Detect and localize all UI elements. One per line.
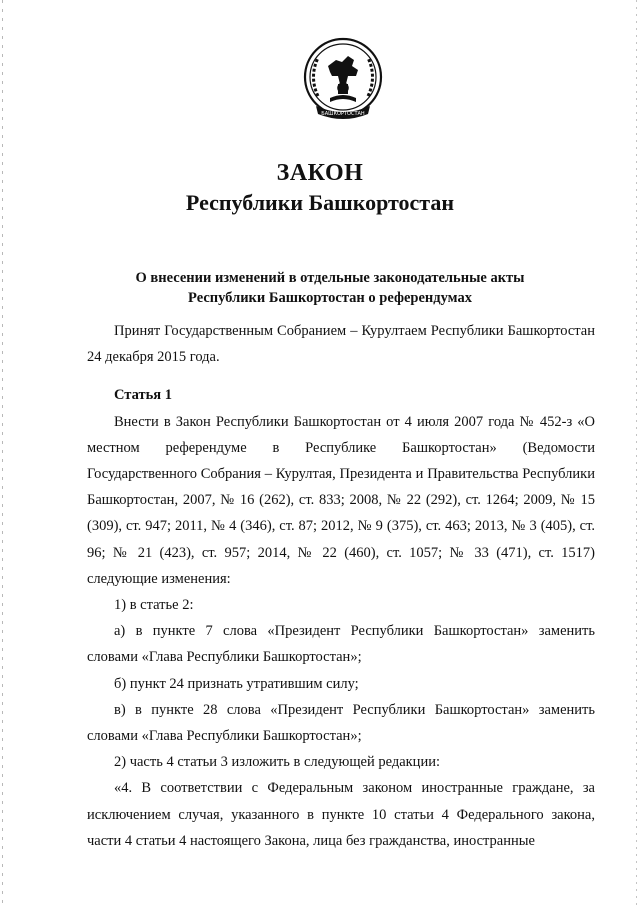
document-subtitle: Республики Башкортостан (185, 190, 455, 215)
bashkortostan-coat-of-arms-icon (302, 36, 384, 124)
scan-edge-left (2, 0, 3, 905)
scan-edge-right (636, 0, 637, 905)
list-item: 1) в статье 2: (114, 597, 194, 614)
list-item: 2) часть 4 статьи 3 изложить в следующей редакции: (114, 754, 440, 771)
article-heading: Статья 1 (114, 387, 172, 404)
document-body (87, 318, 595, 854)
adoption-paragraph: Принят Государственным Собранием – Курултаем Республики Башкортостан 24 декабря 2015 года. (87, 323, 595, 366)
list-item: в) в пункте 28 слова «Президент Республики Башкортостан» заменить словами «Глава Республики Башкортостан»; (87, 701, 595, 745)
document-title: ЗАКОН (276, 160, 364, 186)
emblem-ribbon-text: БАШКОРТОСТАН (321, 111, 365, 117)
list-item: а) в пункте 7 слова «Президент Республики Башкортостан» заменить словами «Глава Республики Башкортостан»; (87, 623, 595, 666)
law-heading-line1: О внесении изменений в отдельные законодательные акты (135, 270, 525, 286)
law-heading (60, 268, 600, 308)
article-intro-paragraph: Внести в Закон Республики Башкортостан от 4 июля 2007 года № 452-з «О местном референдуме в Республике Башкортостан» (Ведомости Государственного Собрания – Курултая, Президента и Правительства Республики Башкортостан, 2007, № 16 (262), ст. 833; 2008, № 22 (292), ст. 1264; 2009, № 15 (309), ст. 947; 2011, № 4 (346), ст. 87; 2012, № 9 (375), ст. 463; 2013, № 3 (405), ст. 96; № 21 (423), ст. 957; 2014, № 22 (460), ст. 1057; № 33 (471), ст. 1517) следующие изменения: (87, 413, 595, 587)
list-item: «4. В соответствии с Федеральным законом иностранные граждане, за исключением случая, указанного в пункте 10 статьи 4 Федерального закона, части 4 статьи 4 настоящего Закона, лица без гражданства, иностранные (87, 780, 595, 849)
law-heading-line2: Республики Башкортостан о референдумах (188, 290, 472, 306)
list-item: б) пункт 24 признать утратившим силу; (114, 675, 359, 692)
